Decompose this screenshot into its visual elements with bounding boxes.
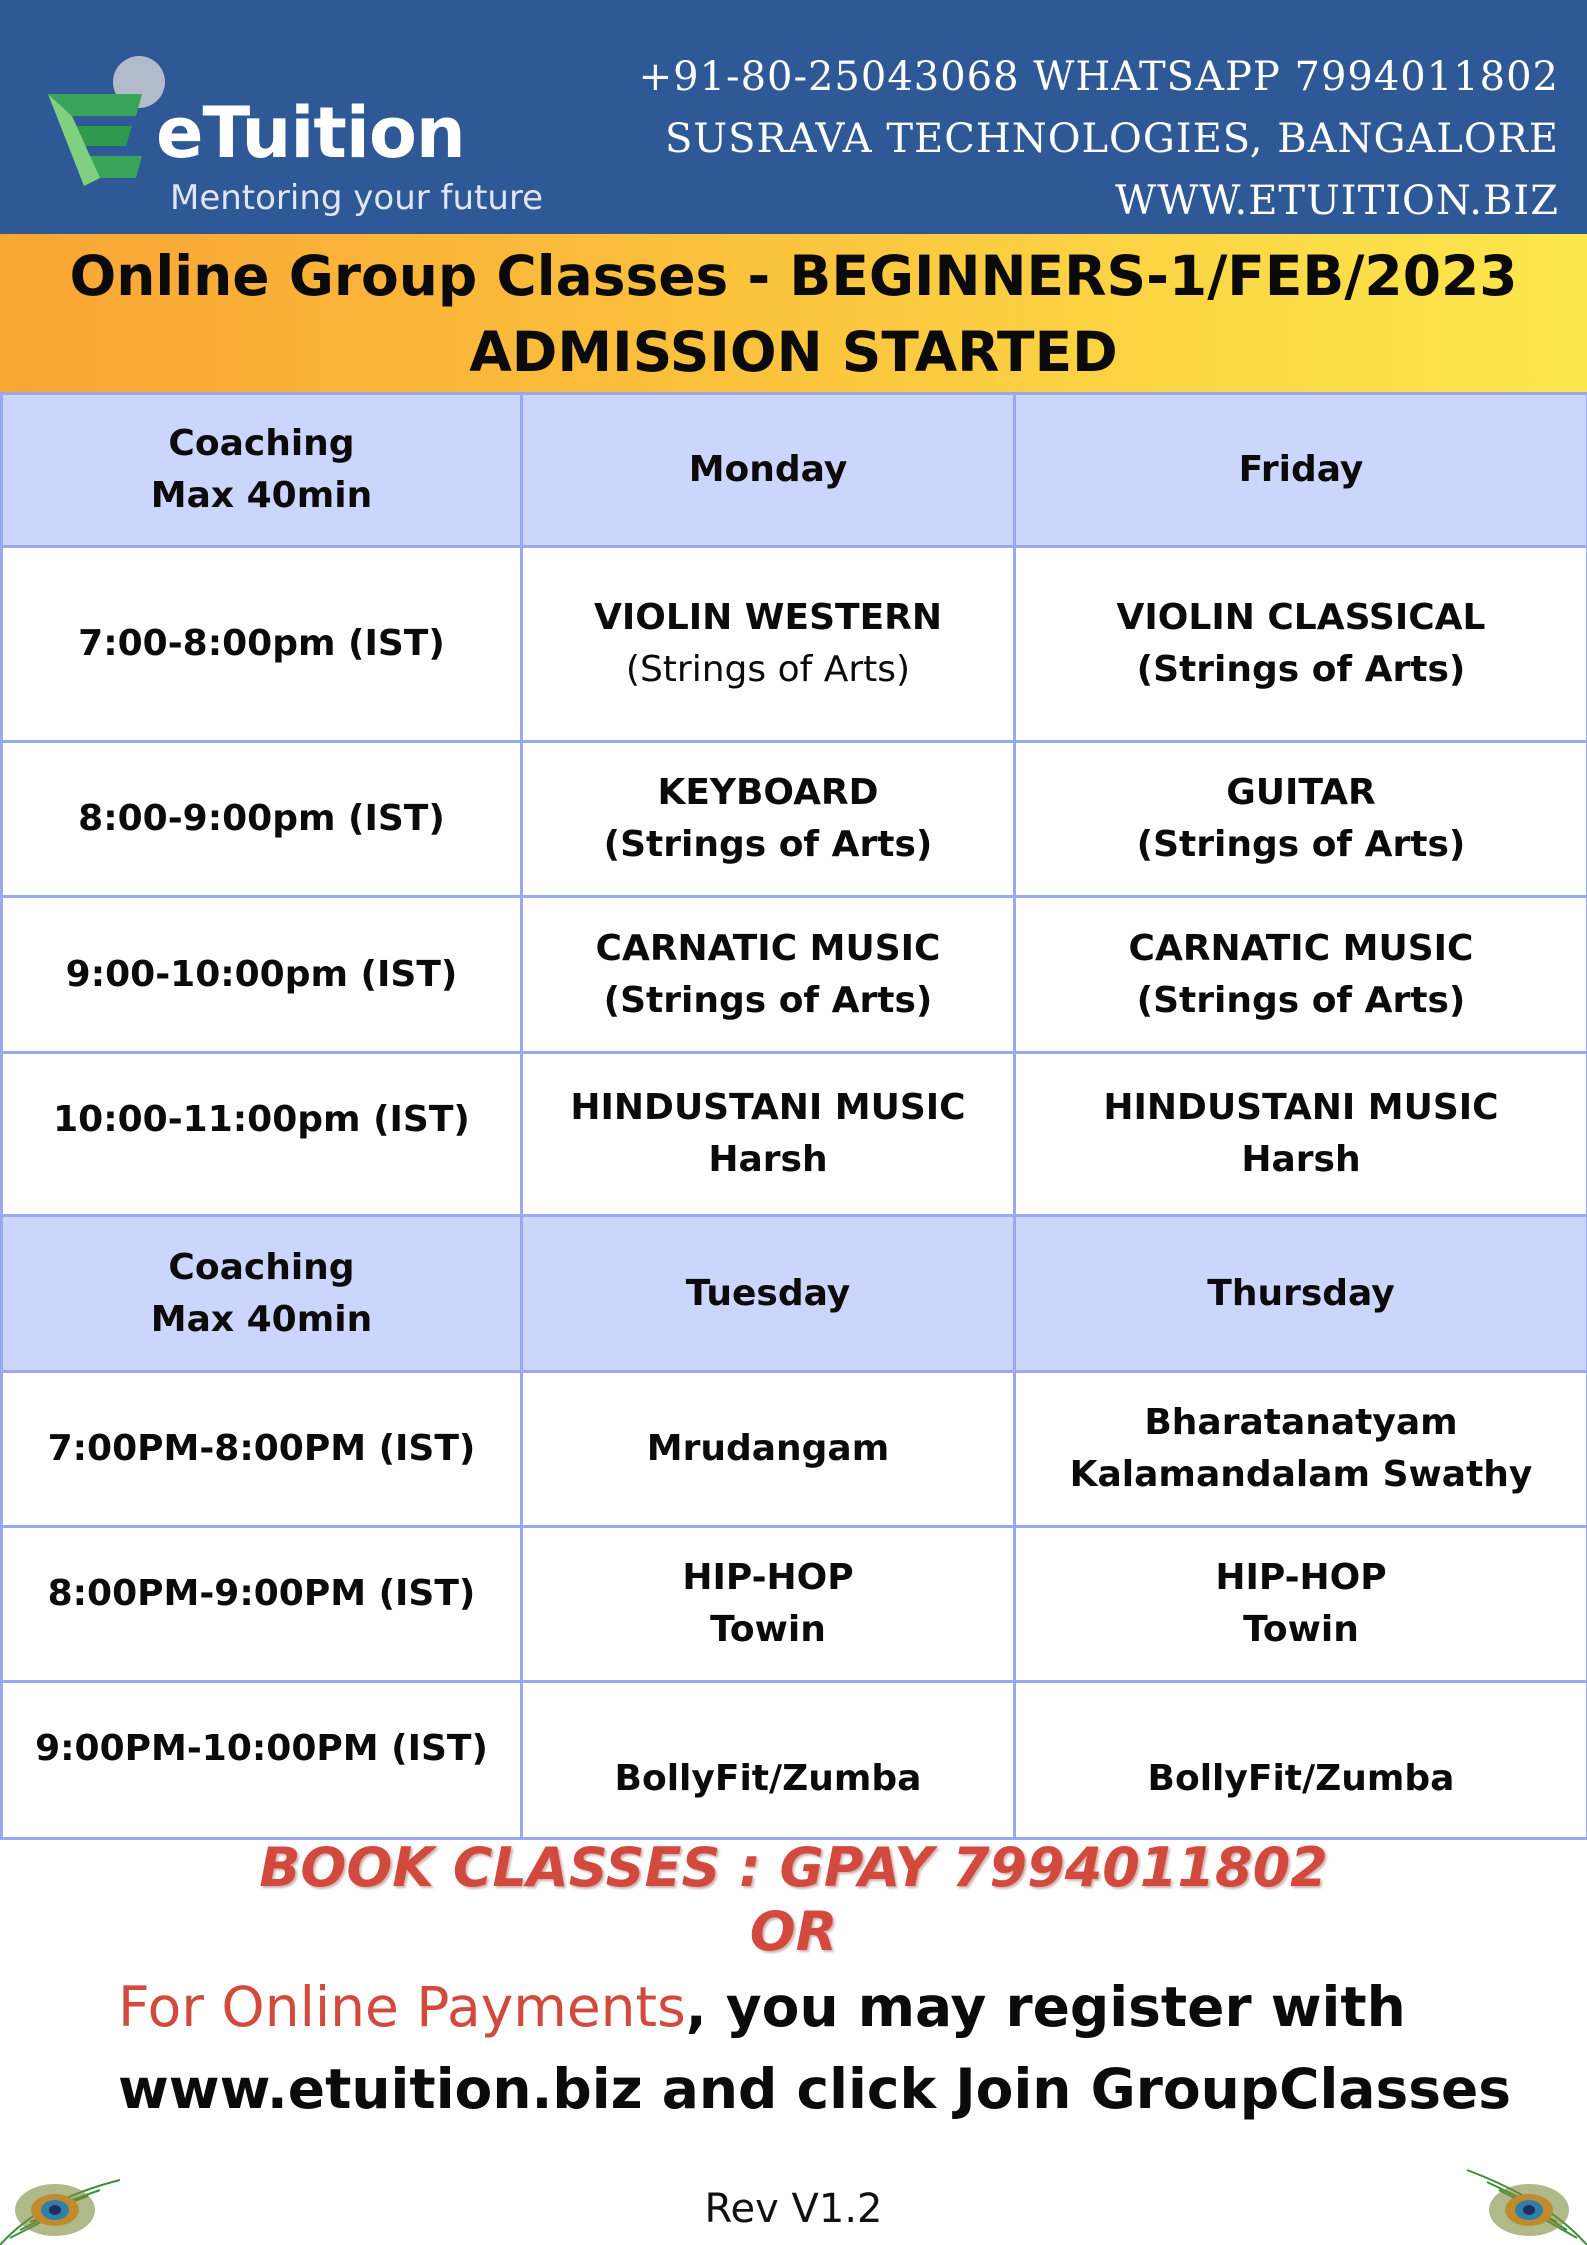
time-cell: 7:00-8:00pm (IST) — [2, 547, 522, 742]
title-banner — [0, 234, 1587, 392]
online-payments-label: For Online Payments — [118, 1975, 686, 2039]
header-bar — [0, 0, 1587, 234]
class-cell: CARNATIC MUSIC (Strings of Arts) — [522, 897, 1015, 1053]
class-cell: KEYBOARD (Strings of Arts) — [522, 742, 1015, 897]
table-row — [2, 1372, 1587, 1527]
table-row — [2, 547, 1587, 742]
class-cell: VIOLIN WESTERN (Strings of Arts) — [522, 547, 1015, 742]
header-cell-friday: Friday — [1015, 394, 1587, 547]
table-header-row — [2, 394, 1587, 547]
time-cell: 9:00PM-10:00PM (IST) — [2, 1682, 522, 1839]
register-text: , you may register with — [685, 1975, 1406, 2039]
banner-subtitle: ADMISSION STARTED — [469, 320, 1118, 384]
contact-company: SUSRAVA TECHNOLOGIES, BANGALORE — [665, 116, 1559, 162]
class-cell: HINDUSTANI MUSIC Harsh — [1015, 1053, 1587, 1216]
header-cell-coaching: Coaching Max 40min — [2, 1216, 522, 1372]
time-cell: 10:00-11:00pm (IST) — [2, 1053, 522, 1216]
revision-label: Rev V1.2 — [704, 2186, 883, 2232]
table-row — [2, 1527, 1587, 1682]
register-instructions — [118, 1966, 1518, 2130]
class-cell: HIP-HOP Towin — [522, 1527, 1015, 1682]
table-row — [2, 1682, 1587, 1839]
contact-info — [639, 46, 1559, 232]
class-cell: HIP-HOP Towin — [1015, 1527, 1587, 1682]
logo-tagline: Mentoring your future — [170, 178, 544, 218]
or-separator: OR — [749, 1900, 838, 1963]
class-cell: GUITAR (Strings of Arts) — [1015, 742, 1587, 897]
table-row — [2, 742, 1587, 897]
table-row — [2, 897, 1587, 1053]
banner-title: Online Group Classes - BEGINNERS-1/FEB/2023 — [69, 244, 1518, 308]
class-cell: HINDUSTANI MUSIC Harsh — [522, 1053, 1015, 1216]
class-cell: Mrudangam — [522, 1372, 1015, 1527]
time-cell: 8:00PM-9:00PM (IST) — [2, 1527, 522, 1682]
header-cell-thursday: Thursday — [1015, 1216, 1587, 1372]
table-row — [2, 1053, 1587, 1216]
contact-phone: +91-80-25043068 WHATSAPP 7994011802 — [638, 54, 1559, 100]
header-cell-coaching: Coaching Max 40min — [2, 394, 522, 547]
register-link-text[interactable]: www.etuition.biz and click Join GroupClasses — [118, 2057, 1512, 2121]
contact-website[interactable]: WWW.ETUITION.BIZ — [1115, 178, 1559, 224]
class-cell: Bharatanatyam Kalamandalam Swathy — [1015, 1372, 1587, 1527]
book-classes-gpay: BOOK CLASSES : GPAY 7994011802 — [259, 1836, 1328, 1899]
class-cell: BollyFit/Zumba — [1015, 1682, 1587, 1839]
time-cell: 9:00-10:00pm (IST) — [2, 897, 522, 1053]
etuition-logo[interactable] — [44, 50, 564, 230]
time-cell: 7:00PM-8:00PM (IST) — [2, 1372, 522, 1527]
class-cell: VIOLIN CLASSICAL (Strings of Arts) — [1015, 547, 1587, 742]
class-cell: CARNATIC MUSIC (Strings of Arts) — [1015, 897, 1587, 1053]
logo-text: eTuition — [156, 92, 465, 174]
time-cell: 8:00-9:00pm (IST) — [2, 742, 522, 897]
schedule-table — [0, 392, 1587, 1840]
header-cell-monday: Monday — [522, 394, 1015, 547]
header-cell-tuesday: Tuesday — [522, 1216, 1015, 1372]
logo-mark-icon — [44, 54, 174, 194]
table-header-row — [2, 1216, 1587, 1372]
class-cell: BollyFit/Zumba — [522, 1682, 1015, 1839]
